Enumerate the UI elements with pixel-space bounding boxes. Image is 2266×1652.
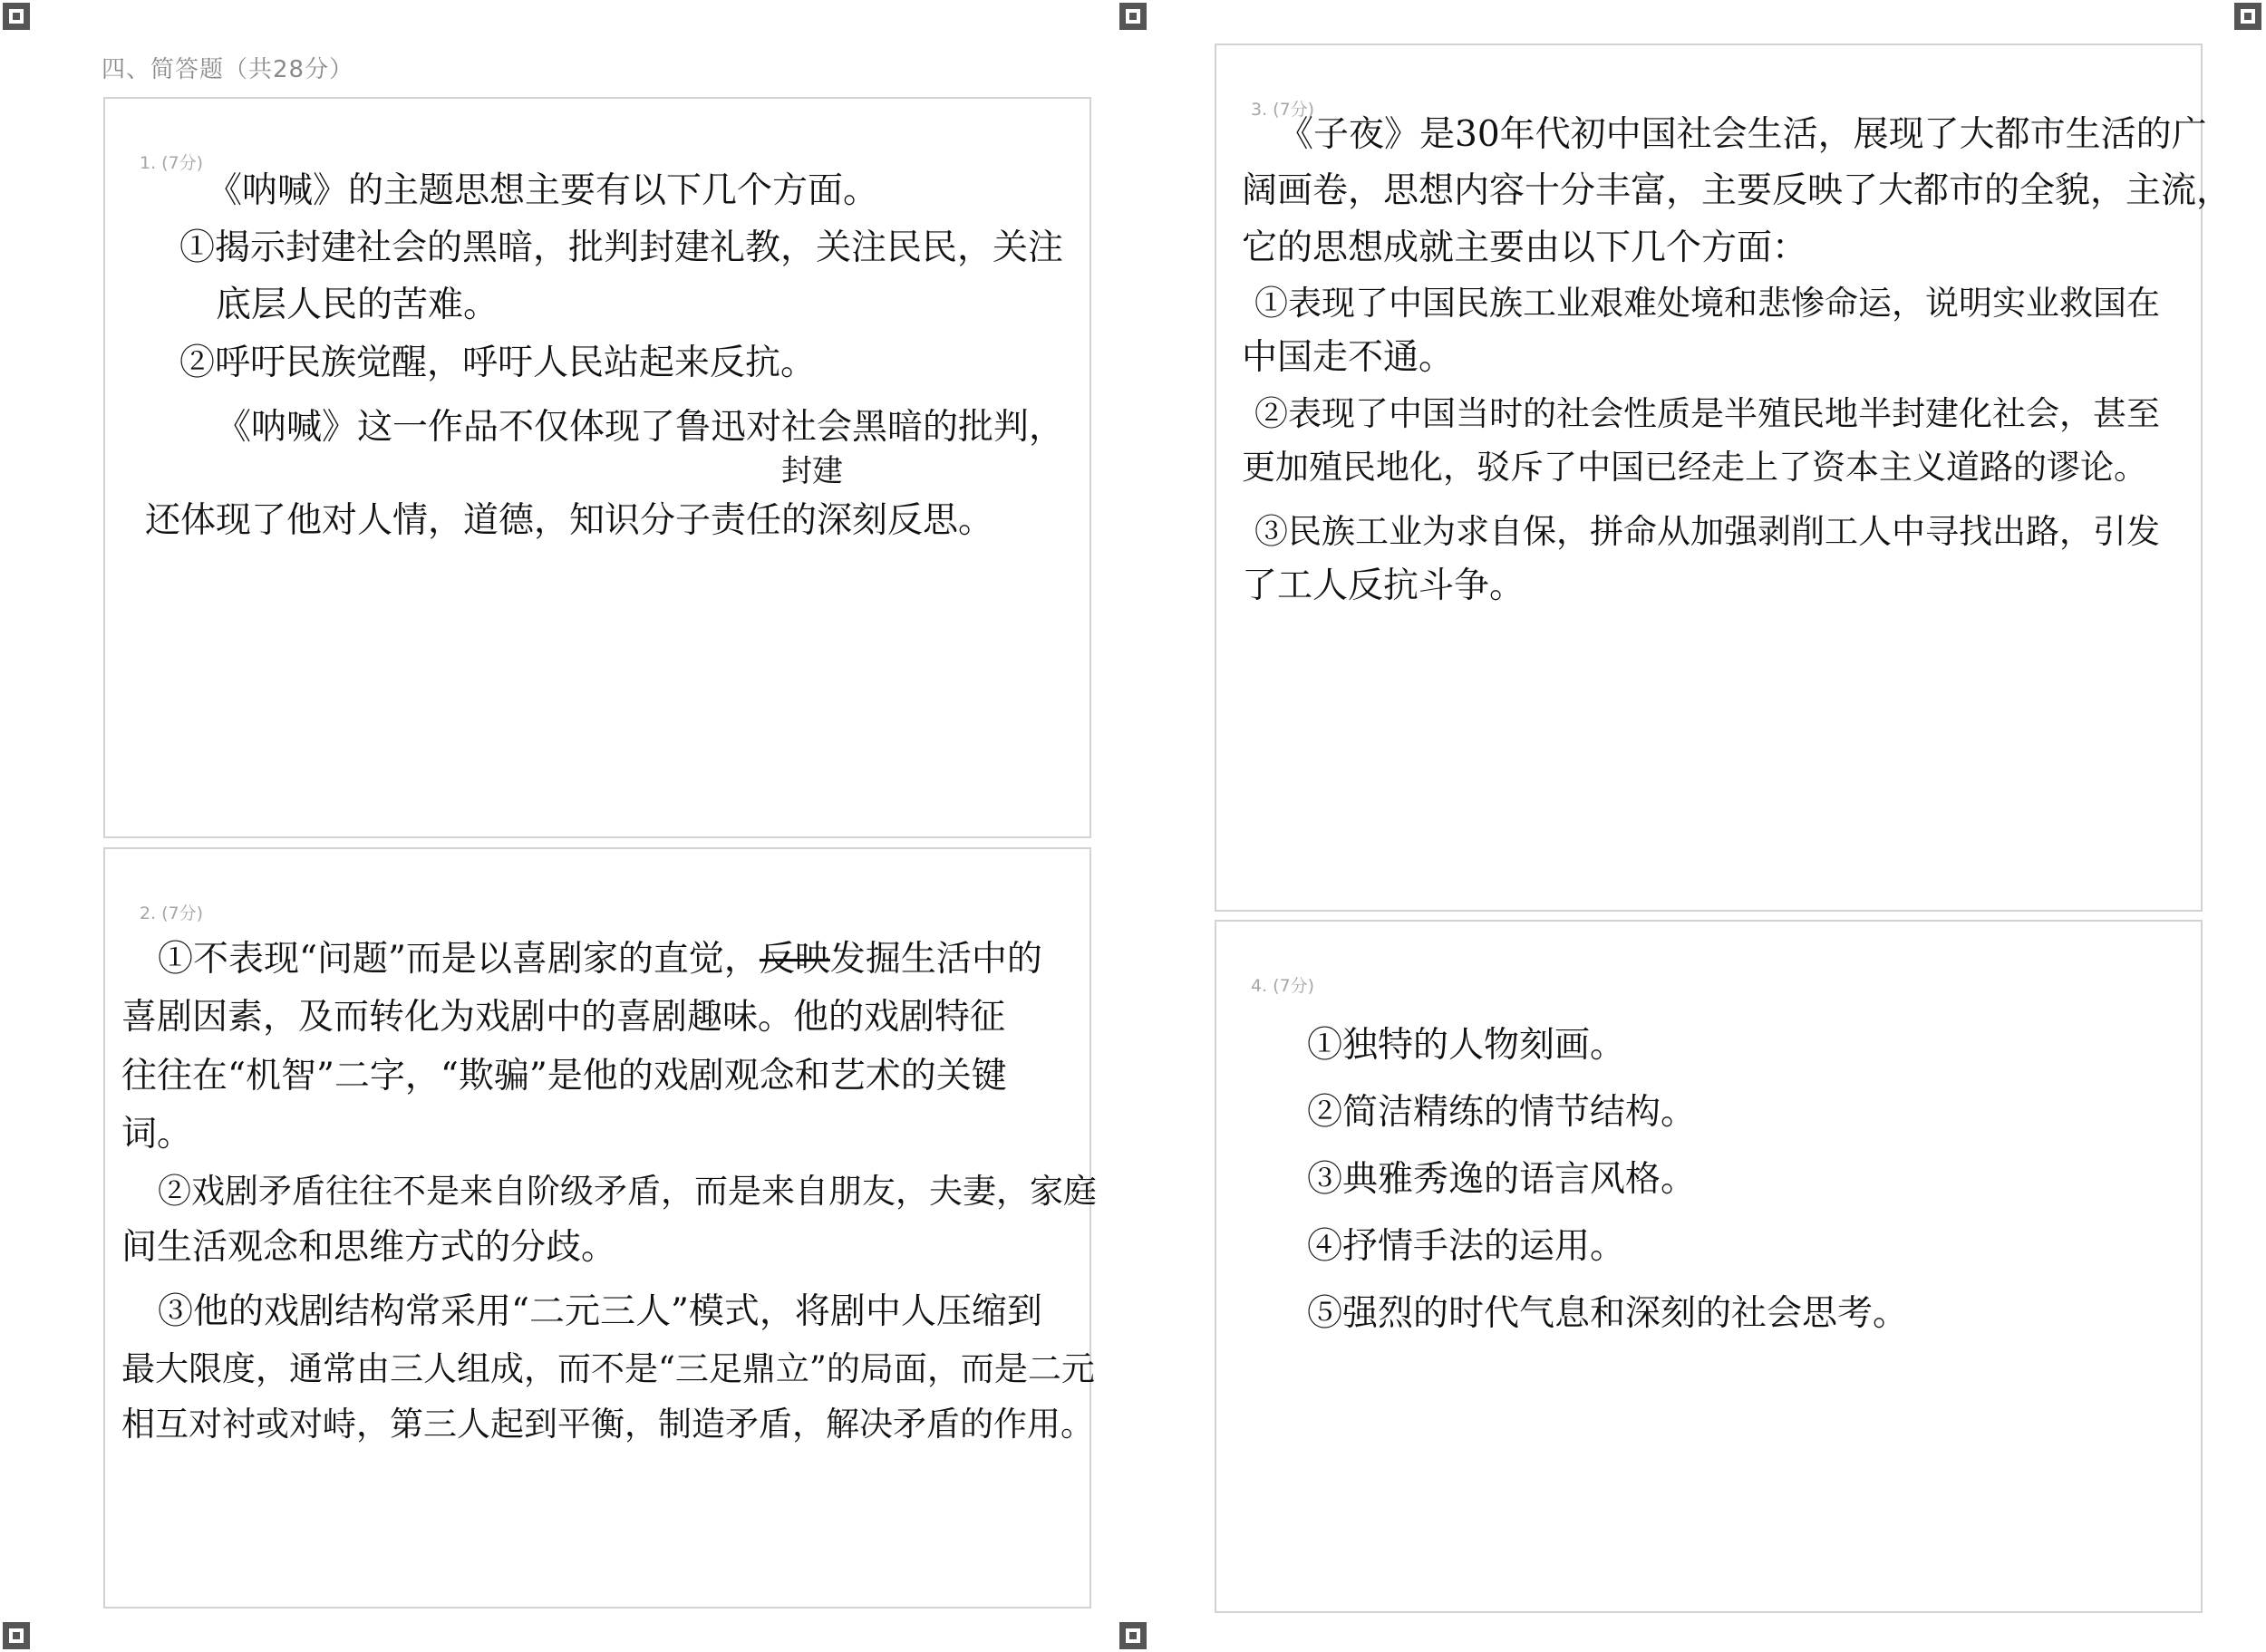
list-item: ③典雅秀逸的语言风格。 — [1307, 1159, 1697, 1201]
answer-list-q4 — [1307, 1012, 1908, 1348]
list-item: ②简洁精练的情节结构。 — [1307, 1092, 1697, 1134]
question-label: 3. (7分) — [1251, 100, 1315, 120]
answer-line — [170, 399, 1065, 489]
question-label: 4. (7分) — [1251, 976, 1315, 996]
registration-marker-icon — [3, 1622, 30, 1649]
answer-line: 阔画卷，思想内容十分丰富，主要反映了大都市的全貌，主流， — [1242, 170, 2232, 212]
answer-line: ①揭示封建社会的黑暗，批判封建礼教，关注民民，关注 — [179, 227, 1064, 269]
answer-box-q1 — [103, 97, 1091, 838]
answer-line: 了工人反抗斗争。 — [1242, 565, 1525, 607]
answer-line: ②戏剧矛盾往往不是来自阶级矛盾，而是来自朋友，夫妻，家庭 — [158, 1172, 1097, 1212]
list-item: ⑤强烈的时代气息和深刻的社会思考。 — [1307, 1293, 1909, 1335]
section-title: 四、简答题（共28分） — [102, 56, 354, 83]
answer-line: 底层人民的苦难。 — [216, 285, 499, 326]
answer-line: ③民族工业为求自保，拼命从加强剥削工人中寻找出路，引发 — [1254, 512, 2160, 552]
registration-marker-icon — [3, 3, 30, 30]
answer-line: 往往在“机智”二字，“欺骗”是他的戏剧观念和艺术的关键 — [121, 1055, 1007, 1097]
question-label: 2. (7分) — [140, 903, 204, 923]
registration-marker-icon — [1119, 3, 1147, 30]
question-label: 1. (7分) — [140, 153, 204, 173]
answer-fragment: 社会黑暗的批判， — [781, 406, 1065, 448]
answer-box-q4 — [1215, 920, 2203, 1613]
answer-fragment: 《呐喊》这一作品不仅体现了鲁迅对 — [216, 406, 782, 448]
answer-line: ③他的戏剧结构常采用“二元三人”模式，将剧中人压缩到 — [158, 1290, 1042, 1332]
answer-line: ②呼吁民族觉醒，呼吁人民站起来反抗。 — [179, 342, 817, 383]
answer-line: 相互对衬或对峙，第三人起到平衡，制造矛盾，解决矛盾的作用。 — [121, 1405, 1094, 1444]
inserted-word: 封建 — [781, 452, 844, 489]
answer-line: 它的思想成就主要由以下几个方面： — [1242, 227, 1808, 268]
list-item: ①独特的人物刻画。 — [1307, 1025, 1626, 1066]
answer-box-q3 — [1215, 43, 2232, 912]
answer-line: 《子夜》是30年代初中国社会生活，展现了大都市生活的广 — [1278, 114, 2207, 155]
answer-line: ①表现了中国民族工业艰难处境和悲惨命运，说明实业救国在 — [1254, 284, 2160, 324]
answer-line: 还体现了他对人情，道德，知识分子责任的深刻反思。 — [145, 499, 994, 541]
answer-box-q2 — [103, 847, 1097, 1609]
answer-line — [121, 931, 1097, 989]
answer-line: 《呐喊》的主题思想主要有以下几个方面。 — [207, 170, 879, 211]
struck-word: 反映 — [759, 939, 830, 980]
answer-line: ②表现了中国当时的社会性质是半殖民地半封建化社会，甚至 — [1254, 393, 2160, 433]
answer-line: 喜剧因素，及而转化为戏剧中的喜剧趣味。他的戏剧特征 — [121, 997, 1006, 1039]
registration-marker-icon — [2234, 3, 2261, 30]
answer-line: 中国走不通。 — [1242, 337, 1455, 379]
answer-line: 词。 — [121, 1114, 193, 1155]
answer-line: 最大限度，通常由三人组成，而不是“三足鼎立”的局面，而是二元 — [121, 1349, 1095, 1389]
answer-line: 间生活观念和思维方式的分歧。 — [121, 1227, 617, 1269]
answer-fragment: ①不表现“问题”而是以喜剧家的直觉， — [158, 939, 760, 980]
answer-text-q3 — [1242, 107, 2232, 615]
answer-line: 更加殖民地化，驳斥了中国已经走上了资本主义道路的谬论。 — [1242, 447, 2147, 487]
registration-marker-icon — [1119, 1622, 1147, 1649]
answer-text-q2 — [121, 931, 1097, 1452]
answer-fragment: 发掘生活中的 — [829, 939, 1042, 980]
list-item: ④抒情手法的运用。 — [1307, 1226, 1626, 1268]
